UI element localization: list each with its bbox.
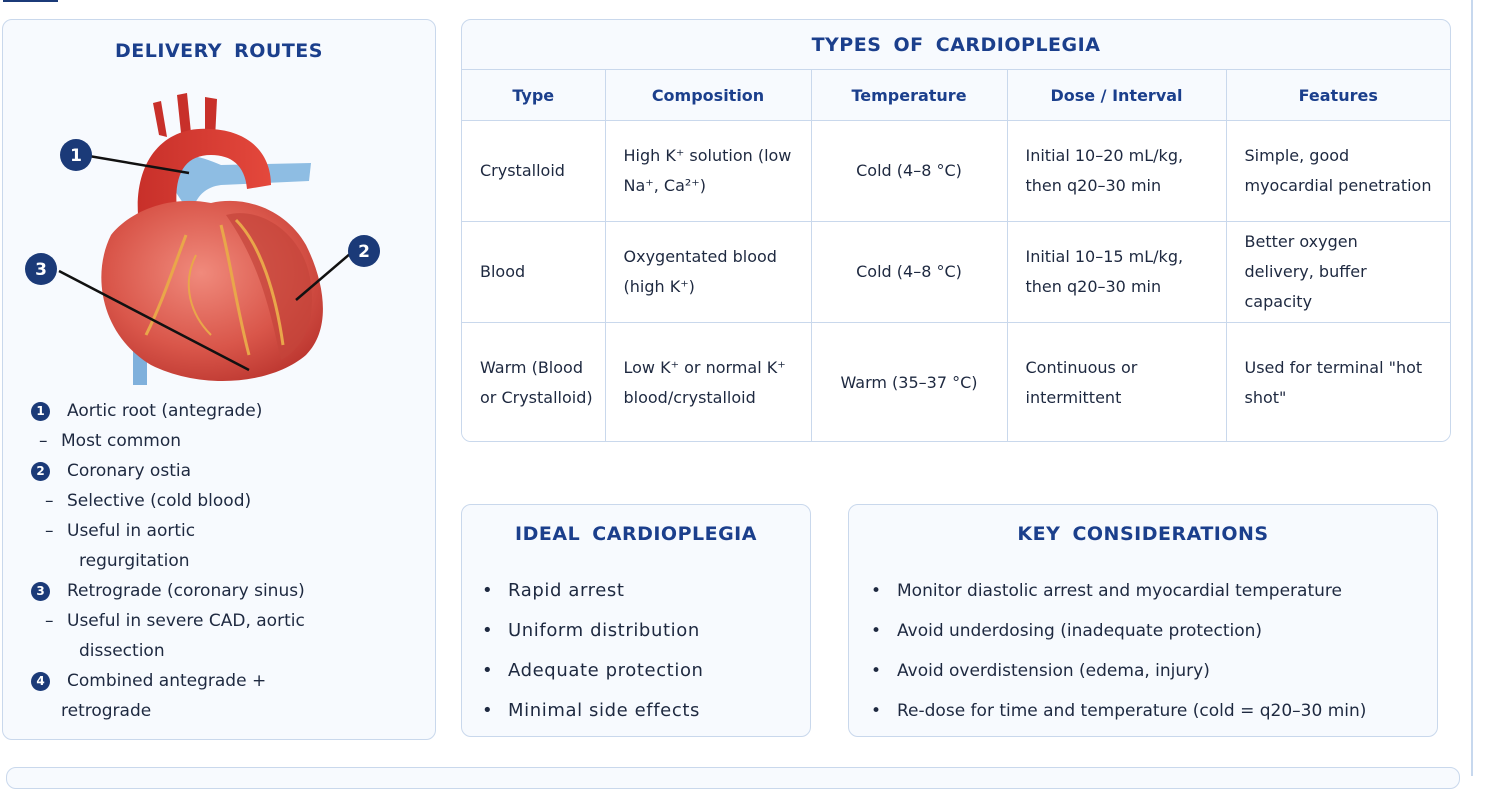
ideal-list [482,571,704,731]
types-title: TYPES OF CARDIOPLEGIA [811,34,1101,56]
cell-type: Crystalloid [462,121,605,222]
legend-label: Combined antegrade + [67,671,267,691]
legend-number: 1 [31,402,50,421]
header-dose: Dose / Interval [1007,70,1226,121]
considerations-title: KEY CONSIDERATIONS [1017,523,1269,545]
legend-number: 2 [31,462,50,481]
table-row [462,323,1450,443]
legend-label: Retrograde (coronary sinus) [67,581,305,601]
table-row [462,121,1450,222]
header-composition: Composition [605,70,811,121]
legend-label: Coronary ostia [67,461,191,481]
list-item: • Rapid arrest [482,571,704,611]
cell-temperature: Warm (35–37 °C) [811,323,1007,443]
legend-sub: – Useful in aortic regurgitation [45,521,196,571]
legend-sub: – Most common [39,431,182,451]
callout-3: 3 [35,260,47,280]
cell-composition: High K⁺ solution (low Na⁺, Ca²⁺) [605,121,811,222]
list-item: • Re-dose for time and temperature (cold = q20–30 min) [871,691,1366,731]
types-panel [461,19,1451,442]
legend-sub: – Selective (cold blood) [45,491,252,511]
legend-continuation: retrograde [61,701,152,721]
cell-type: Blood [462,222,605,323]
legend-number: 3 [31,582,50,601]
delivery-legend [27,396,427,726]
cell-features: Simple, good myocardial penetration [1226,121,1450,222]
cell-composition: Oxygentated blood (high K⁺) [605,222,811,323]
cell-temperature: Cold (4–8 °C) [811,121,1007,222]
table-row [462,222,1450,323]
legend-sub: – Useful in severe CAD, aortic dissection [45,611,305,661]
ideal-title: IDEAL CARDIOPLEGIA [515,523,757,545]
cell-features: Better oxygen delivery, buffer capacity [1226,222,1450,323]
cell-features: Used for terminal "hot shot" [1226,323,1450,443]
cell-type: Warm (Blood or Crystalloid) [462,323,605,443]
header-type: Type [462,70,605,121]
legend-item [27,576,427,606]
callout-1: 1 [70,146,82,166]
cell-composition: Low K⁺ or normal K⁺ blood/crystalloid [605,323,811,443]
top-accent-line [3,0,58,2]
list-item: • Adequate protection [482,651,704,691]
legend-item [27,666,427,696]
header-features: Features [1226,70,1450,121]
legend-item [27,456,427,486]
cell-dose: Initial 10–15 mL/kg, then q20–30 min [1007,222,1226,323]
header-temperature: Temperature [811,70,1007,121]
cell-dose: Initial 10–20 mL/kg, then q20–30 min [1007,121,1226,222]
right-border-line [1471,0,1473,776]
bottom-panel-edge [6,767,1460,789]
delivery-routes-panel [2,19,436,740]
considerations-list [871,571,1366,731]
list-item: • Minimal side effects [482,691,704,731]
list-item: • Monitor diastolic arrest and myocardial temperature [871,571,1366,611]
callout-2: 2 [358,242,370,262]
list-item: • Avoid underdosing (inadequate protection) [871,611,1366,651]
delivery-routes-title: DELIVERY ROUTES [115,40,323,62]
cell-temperature: Cold (4–8 °C) [811,222,1007,323]
ideal-panel [461,504,811,737]
considerations-panel [848,504,1438,737]
heart-illustration [21,85,381,405]
types-table [462,69,1450,442]
cell-dose: Continuous or intermittent [1007,323,1226,443]
legend-number: 4 [31,672,50,691]
list-item: • Avoid overdistension (edema, injury) [871,651,1366,691]
legend-label: Aortic root (antegrade) [67,401,263,421]
legend-item [27,396,427,426]
table-header-row [462,70,1450,121]
list-item: • Uniform distribution [482,611,704,651]
